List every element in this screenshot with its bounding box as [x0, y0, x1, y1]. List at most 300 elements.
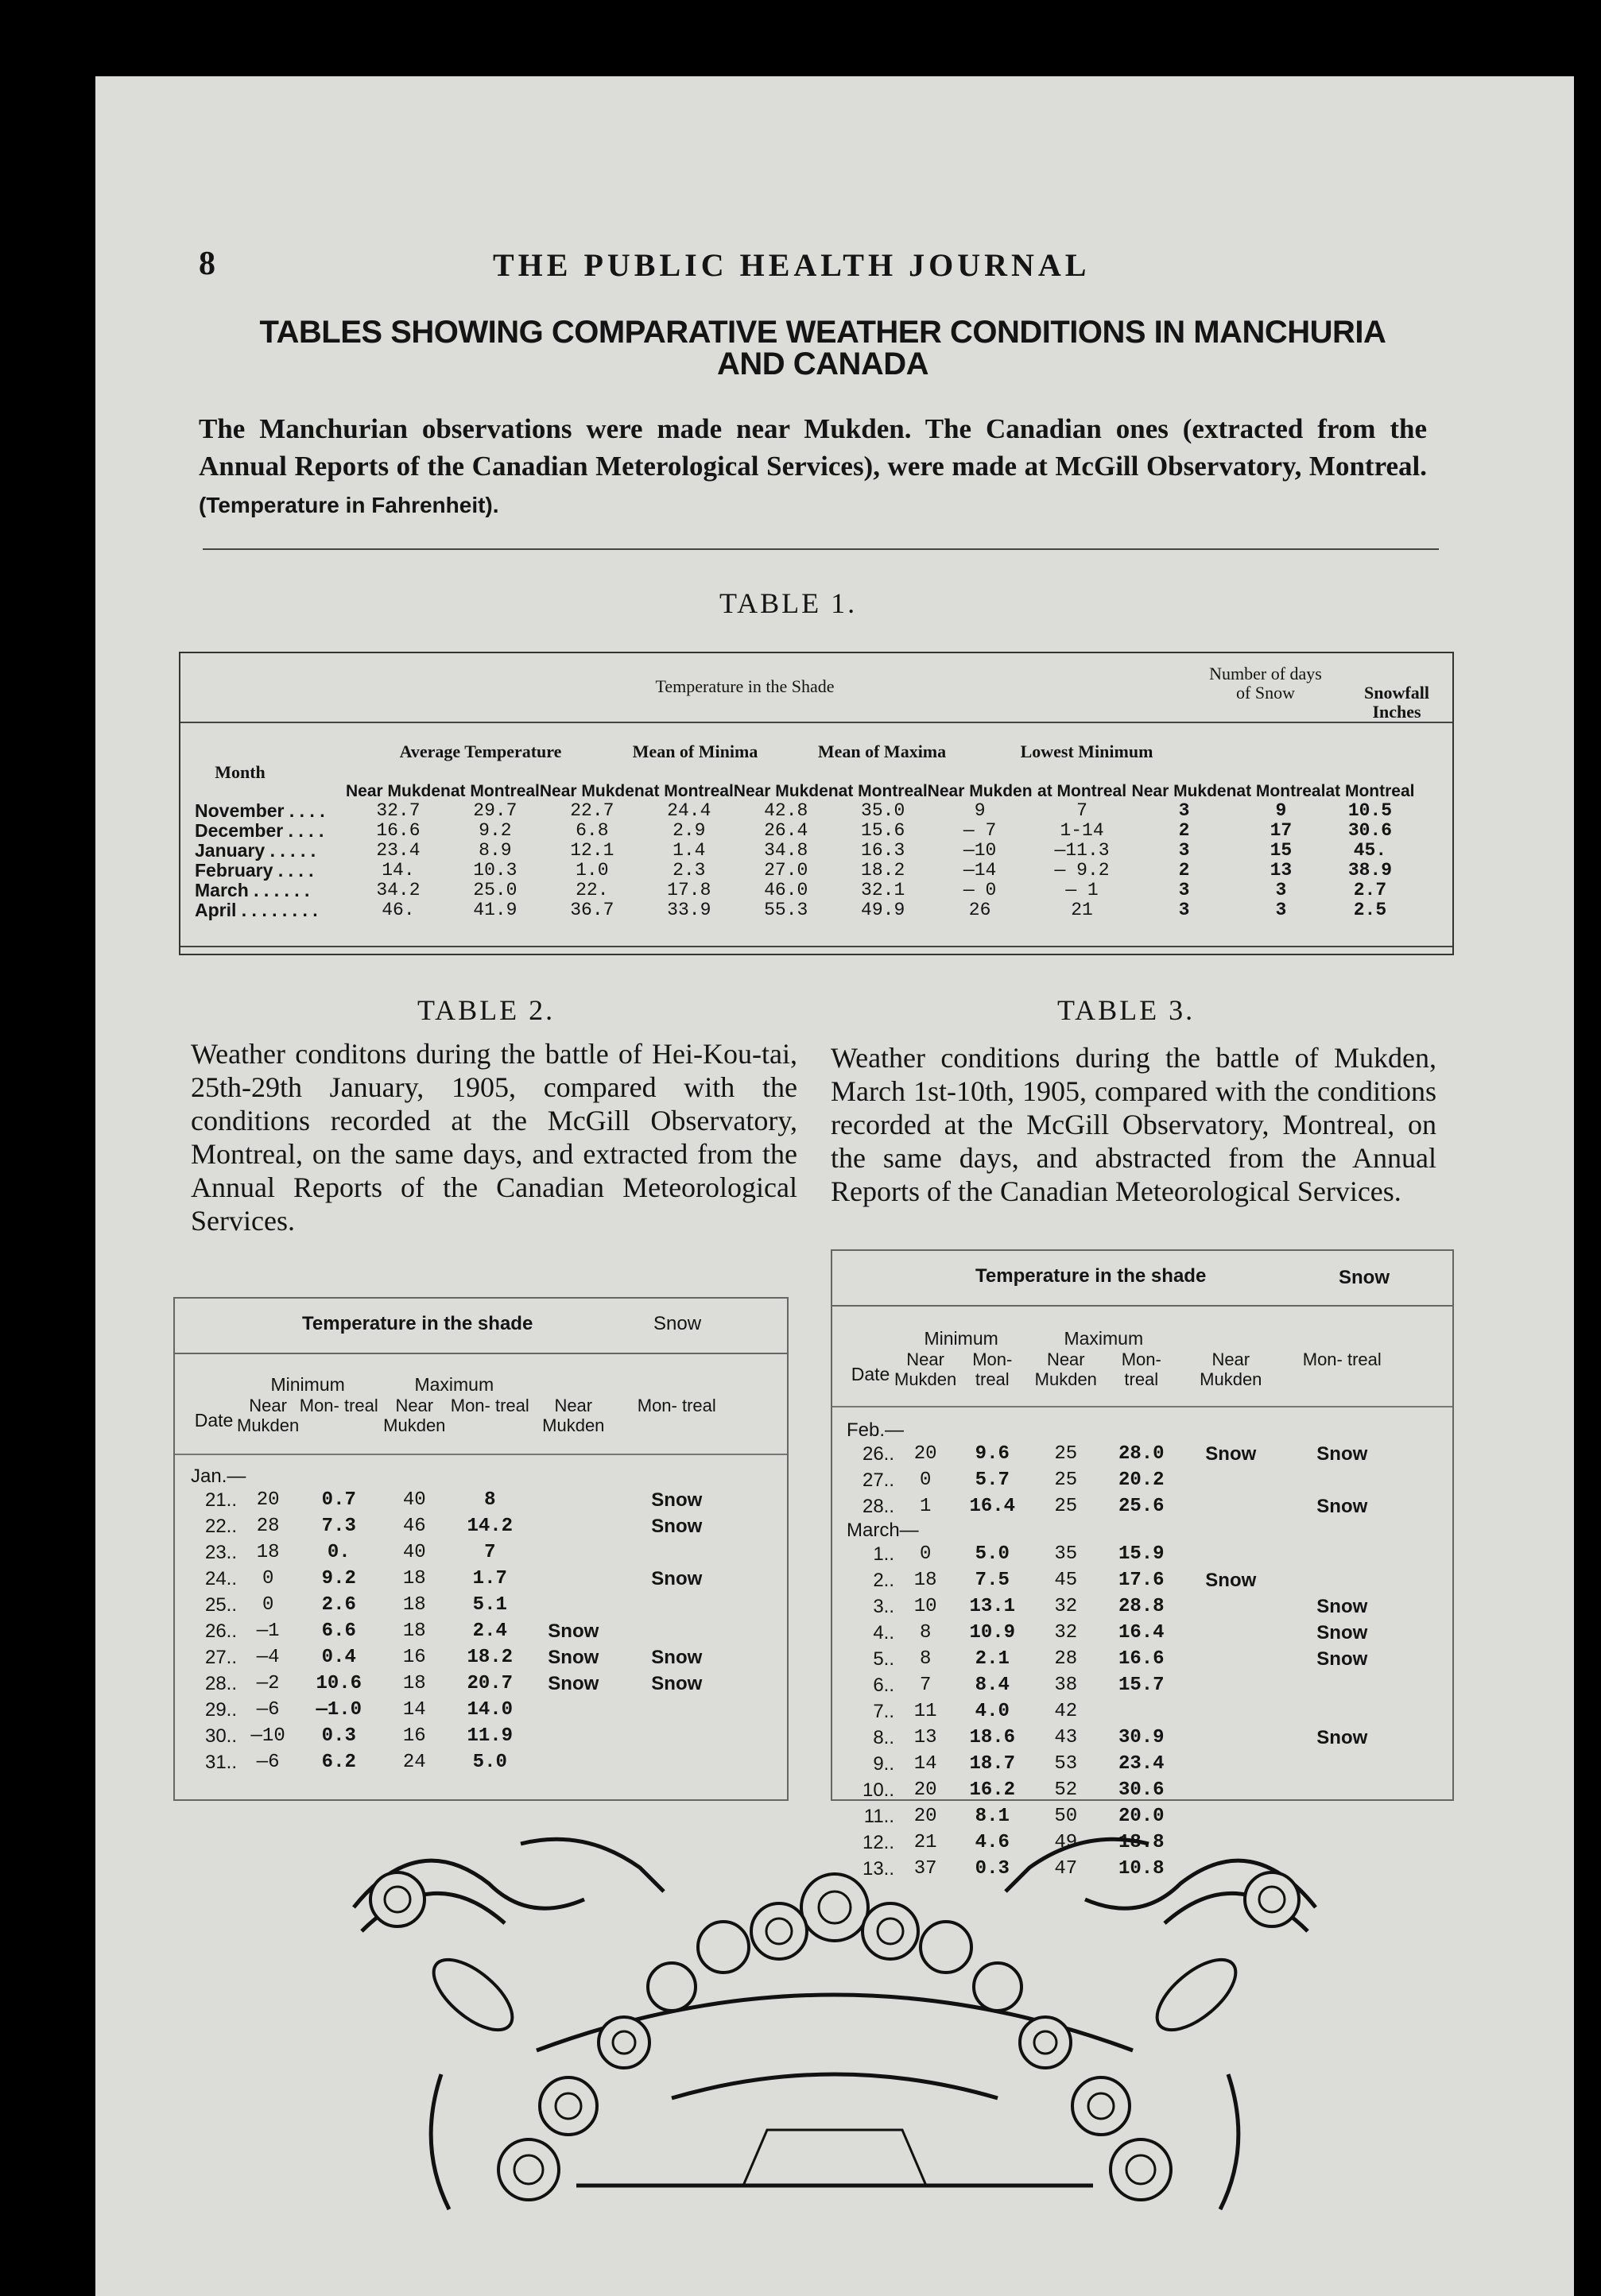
table1-row	[195, 801, 1414, 821]
t3-value-cell: 38	[1054, 1675, 1078, 1696]
t3-row	[847, 1672, 1401, 1698]
table3-caption: TABLE 3.	[1057, 994, 1196, 1026]
t3-value-cell: 18.6	[969, 1727, 1016, 1748]
t3-value-cell: 20.2	[1118, 1469, 1165, 1491]
t3-value-cell: 28.0	[1118, 1443, 1165, 1465]
t2-value-cell: 18	[402, 1568, 426, 1589]
table1-month-cell: December . . . .	[195, 820, 324, 841]
t3-section-row	[847, 1520, 1401, 1541]
table1-month-cell: March . . . . . .	[195, 880, 310, 900]
t3-date-cell: 4..	[873, 1622, 894, 1644]
table1-value-cell: 17	[1270, 820, 1293, 841]
table1-value-cell: 35.0	[861, 800, 905, 821]
table1-value-cell: 15.6	[861, 820, 905, 841]
t2-snow-cell	[617, 1592, 736, 1618]
table2-group-temp: Temperature in the shade	[302, 1313, 533, 1334]
t3-col-header: Near Mukden	[894, 1349, 957, 1389]
t2-snow-cell: Snow	[548, 1620, 599, 1642]
t3-row	[847, 1646, 1401, 1672]
table1-value-cell: 16.6	[376, 820, 421, 841]
t2-snow-cell	[617, 1749, 736, 1775]
table1-value-cell: 33.9	[667, 900, 711, 920]
t2-value-cell: 0.	[327, 1542, 351, 1563]
table2-description: Weather conditons during the battle of Hei-Kou-tai, 25th-29th January, 1905, compared with the conditions recorded at the McGill Observatory, Montreal, on the same days, and extracted from the Annual Reports of the Canadian Meteorological Services.	[191, 1038, 797, 1237]
t3-value-cell: 13	[913, 1727, 937, 1748]
table1-value-cell: 25.0	[473, 880, 518, 900]
t3-value-cell: 14	[913, 1753, 937, 1775]
t3-date-cell: 26..	[862, 1443, 894, 1465]
table1-value-cell: 27.0	[764, 860, 808, 881]
section-rule	[203, 548, 1439, 550]
t2-row	[191, 1566, 736, 1592]
table1-header-1: Near Mukden	[346, 782, 451, 800]
t2-date-cell: 23..	[204, 1542, 237, 1563]
t2-snow-cell: Snow	[651, 1568, 703, 1589]
t3-value-cell: 16.4	[969, 1496, 1016, 1517]
t2-snow-cell	[529, 1566, 617, 1592]
t2-snow-cell	[529, 1539, 617, 1566]
t3-value-cell: 8	[919, 1648, 932, 1670]
t3-value-cell: 52	[1054, 1779, 1078, 1801]
table1-row	[195, 861, 1414, 881]
table1-value-cell: 3	[1178, 840, 1190, 861]
table2-grid	[191, 1364, 736, 1775]
t3-value-cell: 9.6	[975, 1443, 1010, 1465]
t2-value-cell: 18	[402, 1620, 426, 1642]
t3-col-header: Near Mukden	[1200, 1349, 1262, 1389]
t3-blank	[1282, 1318, 1401, 1349]
t2-snow-cell	[529, 1487, 617, 1513]
table1-value-cell: 9.2	[479, 820, 512, 841]
t3-value-cell: 0	[919, 1469, 932, 1491]
t2-date-label: Date	[194, 1409, 234, 1431]
t3-date-label: Date	[851, 1363, 890, 1384]
t2-value-cell: 0	[262, 1594, 274, 1616]
t2-col-header: Mon- treal	[637, 1396, 716, 1415]
t3-value-cell: 8	[919, 1622, 932, 1644]
t3-value-cell: 16.2	[969, 1779, 1016, 1801]
table1-value-cell: 9	[974, 800, 986, 821]
t2-row	[191, 1592, 736, 1618]
t2-value-cell: 0	[262, 1568, 274, 1589]
t3-value-cell: 10	[913, 1596, 937, 1617]
t3-value-cell: 43	[1054, 1727, 1078, 1748]
t3-snow-cell	[1282, 1751, 1401, 1777]
table1-value-cell: —14	[963, 860, 997, 881]
t3-blank	[1179, 1318, 1282, 1349]
table1-row	[195, 881, 1414, 900]
t2-date-cell: 22..	[204, 1516, 237, 1537]
t3-value-cell: 45	[1054, 1570, 1078, 1591]
t2-row	[191, 1723, 736, 1749]
t2-row	[191, 1513, 736, 1539]
t3-col-header: Mon- treal	[972, 1349, 1013, 1389]
t2-value-cell: 9.2	[321, 1568, 356, 1589]
table3-grid	[847, 1318, 1401, 1882]
t2-snow-cell	[617, 1539, 736, 1566]
table1-month-label: Month	[215, 762, 266, 782]
t3-value-cell: 35	[1054, 1543, 1078, 1565]
t2-value-cell: 18	[402, 1594, 426, 1616]
t3-value-cell: 13.1	[969, 1596, 1016, 1617]
t2-value-cell: 14	[402, 1699, 426, 1721]
table1-value-cell: 2.5	[1353, 900, 1387, 920]
t2-value-cell: 5.1	[472, 1594, 507, 1616]
t2-blank	[529, 1364, 617, 1396]
t3-row	[847, 1541, 1401, 1567]
t3-blank	[847, 1318, 894, 1349]
t3-value-cell: 16.4	[1118, 1622, 1165, 1644]
t3-value-cell: 15.9	[1118, 1543, 1165, 1565]
t3-value-cell: 1	[919, 1496, 932, 1517]
t2-value-cell: 14.0	[467, 1699, 514, 1721]
t2-value-cell: 8	[484, 1489, 496, 1511]
t3-value-cell: 7.5	[975, 1570, 1010, 1591]
t3-date-cell: 6..	[873, 1675, 894, 1696]
t2-value-cell: 6.2	[321, 1752, 356, 1773]
table1-value-cell: 49.9	[861, 900, 905, 920]
t3-row	[847, 1493, 1401, 1520]
table1-value-cell: —10	[963, 840, 997, 861]
t2-date-cell: 28..	[204, 1673, 237, 1694]
t3-snow-cell: Snow	[1316, 1443, 1368, 1465]
t3-snow-cell: Snow	[1205, 1570, 1257, 1591]
t2-row	[191, 1644, 736, 1671]
table1-value-cell: 10.5	[1347, 800, 1393, 821]
t3-row	[847, 1777, 1401, 1803]
t2-value-cell: 18	[402, 1673, 426, 1694]
t3-value-cell: 42	[1054, 1701, 1078, 1722]
t2-value-cell: 2.4	[472, 1620, 507, 1642]
t2-value-cell: 2.6	[321, 1594, 356, 1616]
t3-col-header: Near Mukden	[1034, 1349, 1097, 1389]
t3-min-label: Minimum	[924, 1328, 998, 1349]
t2-section-row	[191, 1465, 736, 1487]
t3-value-cell: 25	[1054, 1469, 1078, 1491]
t2-col-header: Mon- treal	[450, 1396, 529, 1415]
t3-snow-cell	[1282, 1672, 1401, 1698]
t3-snow-cell	[1179, 1751, 1282, 1777]
t2-snow-cell	[529, 1723, 617, 1749]
t3-col-header: Mon- treal	[1121, 1349, 1161, 1389]
table1-row	[195, 821, 1414, 841]
t2-col-row	[191, 1396, 736, 1445]
t2-value-cell: 20.7	[467, 1673, 514, 1694]
t3-date-cell: 28..	[862, 1496, 894, 1517]
table1-subhead-max: Mean of Maxima	[817, 741, 947, 761]
table1-subhead-min: Mean of Minima	[632, 741, 758, 761]
t2-min-label: Minimum	[270, 1374, 345, 1395]
t3-value-cell: 25	[1054, 1443, 1078, 1465]
t3-value-cell: 16.6	[1118, 1648, 1165, 1670]
table1-header-6: at Montreal	[838, 782, 928, 800]
t3-snow-cell: Snow	[1316, 1648, 1368, 1670]
table1-value-cell: 3	[1275, 900, 1287, 920]
table1-value-cell: 6.8	[576, 820, 609, 841]
t3-value-cell: 53	[1054, 1753, 1078, 1775]
title-line-1: TABLES SHOWING COMPARATIVE WEATHER CONDITIONS IN MANCHURIA	[259, 315, 1386, 350]
title-line-2: AND CANADA	[716, 347, 929, 381]
table1-value-cell: 17.8	[667, 880, 711, 900]
t2-row	[191, 1539, 736, 1566]
t3-col-row	[847, 1349, 1401, 1399]
table1-group-snow-days: Number of days of Snow	[1209, 664, 1322, 703]
t3-value-cell: 20.0	[1118, 1806, 1165, 1827]
table3-description: Weather conditions during the battle of Mukden, March 1st-10th, 1905, compared with the conditions recorded at the McGill Observatory, Montreal, on the same days, and abstracted from the Annual Reports of the Canadian Meteorological Services.	[831, 1042, 1436, 1207]
t2-value-cell: 5.0	[472, 1752, 507, 1773]
t3-value-cell: 17.6	[1118, 1570, 1165, 1591]
t2-value-cell: 18	[256, 1542, 280, 1563]
t3-snow-cell: Snow	[1205, 1443, 1257, 1465]
t3-value-cell: 10.8	[1118, 1858, 1165, 1880]
table1-value-cell: 3	[1275, 880, 1287, 900]
t3-snow-cell: Snow	[1316, 1622, 1368, 1644]
table1-value-cell: 2.7	[1353, 880, 1387, 900]
table1-header-month	[195, 763, 346, 801]
table1-value-cell: 32.7	[376, 800, 421, 821]
t3-date-cell: 8..	[873, 1727, 894, 1748]
t3-snow-cell: Snow	[1316, 1496, 1368, 1517]
t2-date-cell: 30..	[204, 1725, 237, 1747]
table1-value-cell: 2.3	[673, 860, 706, 881]
t3-row	[847, 1698, 1401, 1725]
t2-col-header: Near Mukden	[237, 1396, 300, 1435]
table1-value-cell: 3	[1178, 800, 1190, 821]
t3-value-cell: 25	[1054, 1496, 1078, 1517]
table1-value-cell: 8.9	[479, 840, 512, 861]
table1-value-cell: 13	[1270, 860, 1293, 881]
t2-snow-cell: Snow	[651, 1647, 703, 1668]
t2-date-cell: 29..	[204, 1699, 237, 1721]
t3-row	[847, 1725, 1401, 1751]
table1-header-row	[195, 763, 1414, 801]
table1-value-cell: — 0	[963, 880, 997, 900]
table1-value-cell: 46.	[382, 900, 415, 920]
table1-value-cell: 2	[1178, 820, 1190, 841]
table2-group-snow: Snow	[653, 1313, 702, 1334]
table1-value-cell: 30.6	[1347, 820, 1393, 841]
t3-value-cell	[1103, 1698, 1179, 1725]
t3-snow-cell	[1282, 1567, 1401, 1593]
table1-value-cell: 29.7	[473, 800, 518, 821]
t3-value-cell: 8.1	[975, 1806, 1010, 1827]
t2-spacer	[191, 1445, 736, 1465]
table1-value-cell: 3	[1178, 880, 1190, 900]
table1-value-cell: 21	[1071, 900, 1093, 920]
t2-value-cell: —4	[256, 1647, 280, 1668]
t3-value-cell: 28.8	[1118, 1596, 1165, 1617]
t2-value-cell: 40	[402, 1542, 426, 1563]
t3-snow-cell	[1179, 1777, 1282, 1803]
table1-header-2: at Montreal	[450, 782, 540, 800]
t2-snow-cell	[529, 1749, 617, 1775]
t3-row	[847, 1751, 1401, 1777]
article-title	[191, 316, 1455, 380]
t3-date-cell: 3..	[873, 1596, 894, 1617]
table1-value-cell: 34.8	[764, 840, 808, 861]
table1-group-snowfall: Snowfall Inches	[1364, 683, 1429, 722]
t3-snow-cell	[1179, 1493, 1282, 1520]
table1-header-snowfall: at Montreal	[1325, 782, 1415, 800]
table1-grid	[195, 763, 1414, 920]
t3-row	[847, 1620, 1401, 1646]
t3-row	[847, 1593, 1401, 1620]
t3-row	[847, 1441, 1401, 1467]
table1-value-cell: — 1	[1065, 880, 1099, 900]
t3-col-header: Mon- treal	[1302, 1349, 1382, 1369]
t3-value-cell: 32	[1054, 1596, 1078, 1617]
t2-row	[191, 1671, 736, 1697]
t3-date-cell: 27..	[862, 1469, 894, 1491]
t2-value-cell: 18.2	[467, 1647, 514, 1668]
t3-snow-cell	[1179, 1593, 1282, 1620]
t3-date-cell: 11..	[863, 1806, 894, 1827]
table1-value-cell: 26	[968, 900, 991, 920]
t2-date-cell: 31..	[204, 1752, 237, 1773]
t3-value-cell: 18	[913, 1570, 937, 1591]
table1-value-cell: 23.4	[376, 840, 421, 861]
t2-col-header: Near Mukden	[542, 1396, 605, 1435]
t3-snow-cell	[1282, 1777, 1401, 1803]
t3-value-cell: 49	[1054, 1832, 1078, 1853]
t2-date-cell: 27..	[204, 1647, 237, 1668]
table1-caption: TABLE 1.	[719, 587, 858, 619]
t2-col-header: Mon- treal	[299, 1396, 378, 1415]
table2-caption: TABLE 2.	[417, 994, 556, 1026]
t3-value-cell: 8.4	[975, 1675, 1010, 1696]
t2-snow-cell: Snow	[651, 1516, 703, 1537]
intro-text: The Manchurian observations were made near Mukden. The Canadian ones (extracted from the Annual Reports of the Canadian Meterological Services), were made at McGill Observatory, Montreal.	[199, 413, 1427, 482]
t3-section-label: March—	[847, 1520, 919, 1541]
t2-snow-cell	[529, 1592, 617, 1618]
t3-value-cell: 5.0	[975, 1543, 1010, 1565]
t2-value-cell: —6	[256, 1752, 280, 1773]
t2-value-cell: 16	[402, 1725, 426, 1747]
table1-month-cell: November . . . .	[195, 800, 325, 821]
t2-value-cell: 1.7	[472, 1568, 507, 1589]
table1-value-cell: 34.2	[376, 880, 421, 900]
t2-snow-cell: Snow	[651, 1489, 703, 1511]
t2-value-cell: 40	[402, 1489, 426, 1511]
table1-header-3: Near Mukden	[539, 782, 645, 800]
t3-date-cell: 10..	[862, 1779, 894, 1801]
t2-value-cell: 46	[402, 1516, 426, 1537]
t3-spacer	[847, 1399, 1401, 1419]
table1-subhead-avg: Average Temperature	[399, 741, 562, 761]
t3-value-cell: 18.7	[969, 1753, 1016, 1775]
t2-row	[191, 1749, 736, 1775]
running-header: THE PUBLIC HEALTH JOURNAL	[493, 247, 1091, 283]
t3-snow-cell	[1282, 1698, 1401, 1725]
t3-date-cell: 5..	[873, 1648, 894, 1670]
table1-value-cell: 15	[1270, 840, 1293, 861]
t3-value-cell: 15.7	[1118, 1675, 1165, 1696]
t3-date-cell: 2..	[873, 1570, 894, 1591]
t3-value-cell: 30.6	[1118, 1779, 1165, 1801]
table1-value-cell: 45.	[1353, 840, 1387, 861]
page-number: 8	[199, 246, 215, 282]
t2-row	[191, 1487, 736, 1513]
t2-value-cell: 10.6	[316, 1673, 362, 1694]
t3-value-cell: 4.6	[975, 1832, 1010, 1853]
t3-snow-cell	[1179, 1672, 1282, 1698]
t3-value-cell: 5.7	[975, 1469, 1010, 1491]
t3-section-row	[847, 1419, 1401, 1441]
t2-date-cell: 25..	[204, 1594, 237, 1616]
t3-value-cell: 11	[913, 1701, 937, 1722]
table1-subhead-lowest: Lowest Minimum	[1020, 741, 1153, 761]
t2-group-row	[191, 1364, 736, 1396]
table1-header-4: at Montreal	[644, 782, 734, 800]
table1-value-cell: 32.1	[861, 880, 905, 900]
t2-value-cell: —6	[256, 1699, 280, 1721]
t3-snow-cell	[1282, 1467, 1401, 1493]
t2-blank	[617, 1364, 736, 1396]
t2-value-cell: 0.4	[321, 1647, 356, 1668]
table1-header-9: Near Mukden	[1131, 782, 1237, 800]
t2-snow-cell	[617, 1723, 736, 1749]
t3-value-cell: 25.6	[1118, 1496, 1165, 1517]
table1-header-7: Near Mukden	[927, 782, 1033, 800]
t3-group-row	[847, 1318, 1401, 1349]
t3-value-cell: 4.0	[975, 1701, 1010, 1722]
table1-value-cell: 41.9	[473, 900, 518, 920]
t2-value-cell: 6.6	[321, 1620, 356, 1642]
table1-header-8: at Montreal	[1037, 782, 1127, 800]
t2-value-cell: 20	[256, 1489, 280, 1511]
table1-month-cell: April . . . . . . . .	[195, 900, 318, 920]
t3-value-cell: 20	[913, 1443, 937, 1465]
table1-value-cell: — 9.2	[1054, 860, 1110, 881]
t2-value-cell: 16	[402, 1647, 426, 1668]
t3-value-cell: 32	[1054, 1622, 1078, 1644]
t2-value-cell: 14.2	[467, 1516, 514, 1537]
t3-value-cell: 37	[913, 1858, 937, 1880]
intro-note: (Temperature in Fahrenheit).	[199, 493, 499, 517]
table1-value-cell: 2	[1178, 860, 1190, 881]
t2-row	[191, 1618, 736, 1644]
table1-value-cell: — 7	[963, 820, 997, 841]
table1-value-cell: 55.3	[764, 900, 808, 920]
table1-value-cell: 14.	[382, 860, 415, 881]
table1-value-cell: 3	[1178, 900, 1190, 920]
table1-value-cell: 24.4	[667, 800, 711, 821]
t2-col-header: Near Mukden	[383, 1396, 446, 1435]
table1-value-cell: 12.1	[570, 840, 614, 861]
table1-month-cell: February . . . .	[195, 860, 314, 881]
t3-snow-cell	[1179, 1646, 1282, 1672]
table1-month-cell: January . . . . .	[195, 840, 316, 861]
table1-value-cell: 16.3	[861, 840, 905, 861]
t2-value-cell: 11.9	[467, 1725, 514, 1747]
t2-value-cell: 0.7	[321, 1489, 356, 1511]
t3-value-cell: 21	[913, 1832, 937, 1853]
t3-value-cell: 30.9	[1118, 1727, 1165, 1748]
table1-value-cell: 2.9	[673, 820, 706, 841]
table1-value-cell: 46.0	[764, 880, 808, 900]
t2-date-cell: 24..	[204, 1568, 237, 1589]
t3-value-cell: 20	[913, 1779, 937, 1801]
t3-date-cell: 13..	[862, 1858, 894, 1880]
t2-snow-cell	[617, 1618, 736, 1644]
t2-date-cell: 21..	[204, 1489, 237, 1511]
t3-value-cell: 0.3	[975, 1858, 1010, 1880]
t2-value-cell: 24	[402, 1752, 426, 1773]
t3-value-cell: 7	[919, 1675, 932, 1696]
table1-group-temp: Temperature in the Shade	[655, 676, 835, 696]
t2-snow-cell: Snow	[548, 1673, 599, 1694]
t3-value-cell: 50	[1054, 1806, 1078, 1827]
